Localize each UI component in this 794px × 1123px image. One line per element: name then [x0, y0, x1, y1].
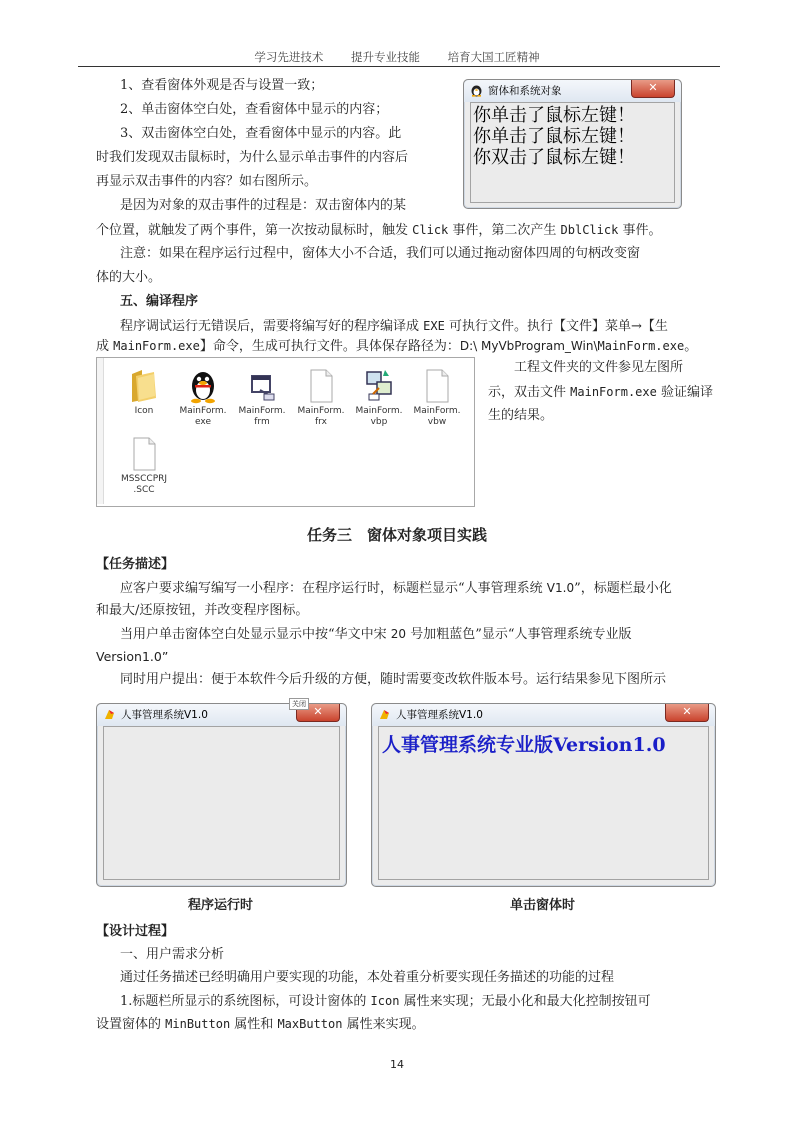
file-label: MainForm. frm — [238, 406, 286, 427]
header-item: 提升专业技能 — [351, 50, 420, 64]
window-title: 窗体和系统对象 — [488, 85, 562, 97]
task-title: 任务三 窗体对象项目实践 — [306, 526, 487, 544]
text-line: 再显示双击事件的内容？如右图所示。 — [96, 174, 318, 189]
form-client-area[interactable] — [470, 102, 675, 203]
text-line: 一、用户需求分析 — [120, 947, 225, 962]
close-button[interactable]: ✕ — [296, 704, 340, 722]
file-label: Icon — [134, 406, 154, 416]
text-line: 3、双击窗体空白处，查看窗体中显示的内容。此 — [120, 126, 402, 141]
window-title: 人事管理系统V1.0 — [396, 709, 483, 721]
figure-caption: 程序运行时 — [187, 898, 253, 913]
penguin-icon — [470, 84, 483, 97]
text-line: 1.标题栏所显示的系统图标，可设计窗体的 Icon 属性来实现；无最小化和最大化控制按钮可 — [120, 994, 651, 1009]
text-line: 应客户要求编写编写一小程序：在程序运行时，标题栏显示“人事管理系统 V1.0”，标题栏最小化 — [120, 581, 672, 596]
message-line: 你单击了鼠标左键！ — [473, 126, 635, 147]
event-demo-window — [463, 79, 682, 209]
app-window-running — [96, 700, 347, 887]
header-item: 培育大国工匠精神 — [447, 50, 540, 64]
text-line: 通过任务描述已经明确用户要实现的功能，本处着重分析要实现任务描述的功能的过程 — [120, 970, 615, 985]
text-line: 时我们发现双击鼠标时，为什么显示单击事件的内容后 — [96, 150, 409, 165]
text-line: Version1.0” — [96, 649, 169, 664]
text-line: 注意：如果在程序运行过程中，窗体大小不合适，我们可以通过拖动窗体四周的句柄改变窗 — [120, 246, 641, 261]
project-folder-view — [96, 357, 475, 507]
text-line: 生的结果。 — [488, 408, 554, 423]
file-label: MainForm. vbw — [413, 406, 461, 427]
message-line: 你双击了鼠标左键！ — [473, 147, 635, 168]
vb-project-icon — [363, 368, 395, 404]
text-line: 程序调试运行无错误后，需要将编写好的程序编译成 EXE 可执行文件。执行【文件】菜单→【生 — [120, 319, 668, 334]
title-bar[interactable] — [372, 704, 715, 726]
tooltip: 关闭 — [289, 698, 309, 710]
figure-caption: 单击窗体时 — [509, 898, 575, 913]
file-item[interactable] — [291, 368, 351, 428]
text-line: 成 MainForm.exe】命令，生成可执行文件。具体保存路径为：D:\ MyVbProgram_Win\MainForm.exe。 — [96, 339, 698, 354]
text-line: 个位置，就触发了两个事件，第一次按动鼠标时，触发 Click 事件，第二次产生 DblClick 事件。 — [96, 223, 662, 238]
message-line: 你单击了鼠标左键！ — [473, 105, 635, 126]
text-line: 体的大小。 — [96, 270, 162, 285]
header-item: 学习先进技术 — [254, 50, 324, 64]
text-line: 示，双击文件 MainForm.exe 验证编译 — [488, 385, 713, 400]
text-line: 2、单击窗体空白处，查看窗体中显示的内容； — [120, 102, 389, 117]
message-list — [473, 105, 635, 168]
text-line: 设置窗体的 MinButton 属性和 MaxButton 属性来实现。 — [96, 1017, 425, 1032]
file-item[interactable] — [407, 368, 467, 428]
form-client-area[interactable] — [103, 726, 340, 880]
file-item[interactable] — [349, 368, 409, 428]
form-client-area[interactable] — [378, 726, 709, 880]
version-label: 人事管理系统专业版Version1.0 — [382, 734, 666, 756]
title-bar[interactable] — [97, 700, 346, 726]
text-line: 是因为对象的双击事件的过程是：双击窗体内的某 — [120, 198, 407, 213]
text-line: 当用户单击窗体空白处显示显示中按“华文中宋 20 号加粗蓝色”显示“人事管理系统专业版 — [120, 627, 632, 642]
scrollbar[interactable] — [97, 358, 104, 504]
file-label: MainForm. vbp — [355, 406, 403, 427]
text-line: 1、查看窗体外观是否与设置一致； — [120, 78, 324, 93]
app-icon — [103, 708, 116, 721]
app-window-clicked — [371, 703, 716, 887]
text-line: 工程文件夹的文件参见左图所 — [514, 360, 684, 375]
text-line: 同时用户提出：便于本软件今后升级的方便，随时需要变改软件版本号。运行结果参见下图所示 — [120, 672, 667, 687]
text-line: 和最大/还原按钮，并改变程序图标。 — [96, 603, 309, 618]
blank-file-icon — [305, 368, 337, 404]
file-item[interactable] — [114, 368, 174, 417]
section-heading: 五、编译程序 — [120, 294, 199, 309]
file-item[interactable] — [114, 436, 174, 496]
file-label: MainForm. frx — [297, 406, 345, 427]
blank-file-icon — [128, 436, 160, 472]
folder-icon — [128, 368, 160, 404]
file-item[interactable] — [232, 368, 292, 428]
page-number: 14 — [390, 1058, 404, 1071]
section-heading: 【设计过程】 — [96, 924, 175, 939]
app-icon — [378, 708, 391, 721]
close-button[interactable]: ✕ — [665, 704, 709, 722]
file-item[interactable] — [173, 368, 233, 428]
form-file-icon — [246, 368, 278, 404]
title-bar[interactable] — [464, 80, 681, 102]
page-header — [0, 49, 794, 65]
header-divider — [78, 66, 720, 67]
section-heading: 【任务描述】 — [96, 557, 175, 572]
close-button[interactable]: ✕ — [631, 80, 675, 98]
blank-file-icon — [421, 368, 453, 404]
file-label: MainForm. exe — [179, 406, 227, 427]
file-label: MSSCCPRJ .SCC — [120, 474, 168, 495]
window-title: 人事管理系统V1.0 — [121, 709, 208, 721]
penguin-icon — [187, 368, 219, 404]
